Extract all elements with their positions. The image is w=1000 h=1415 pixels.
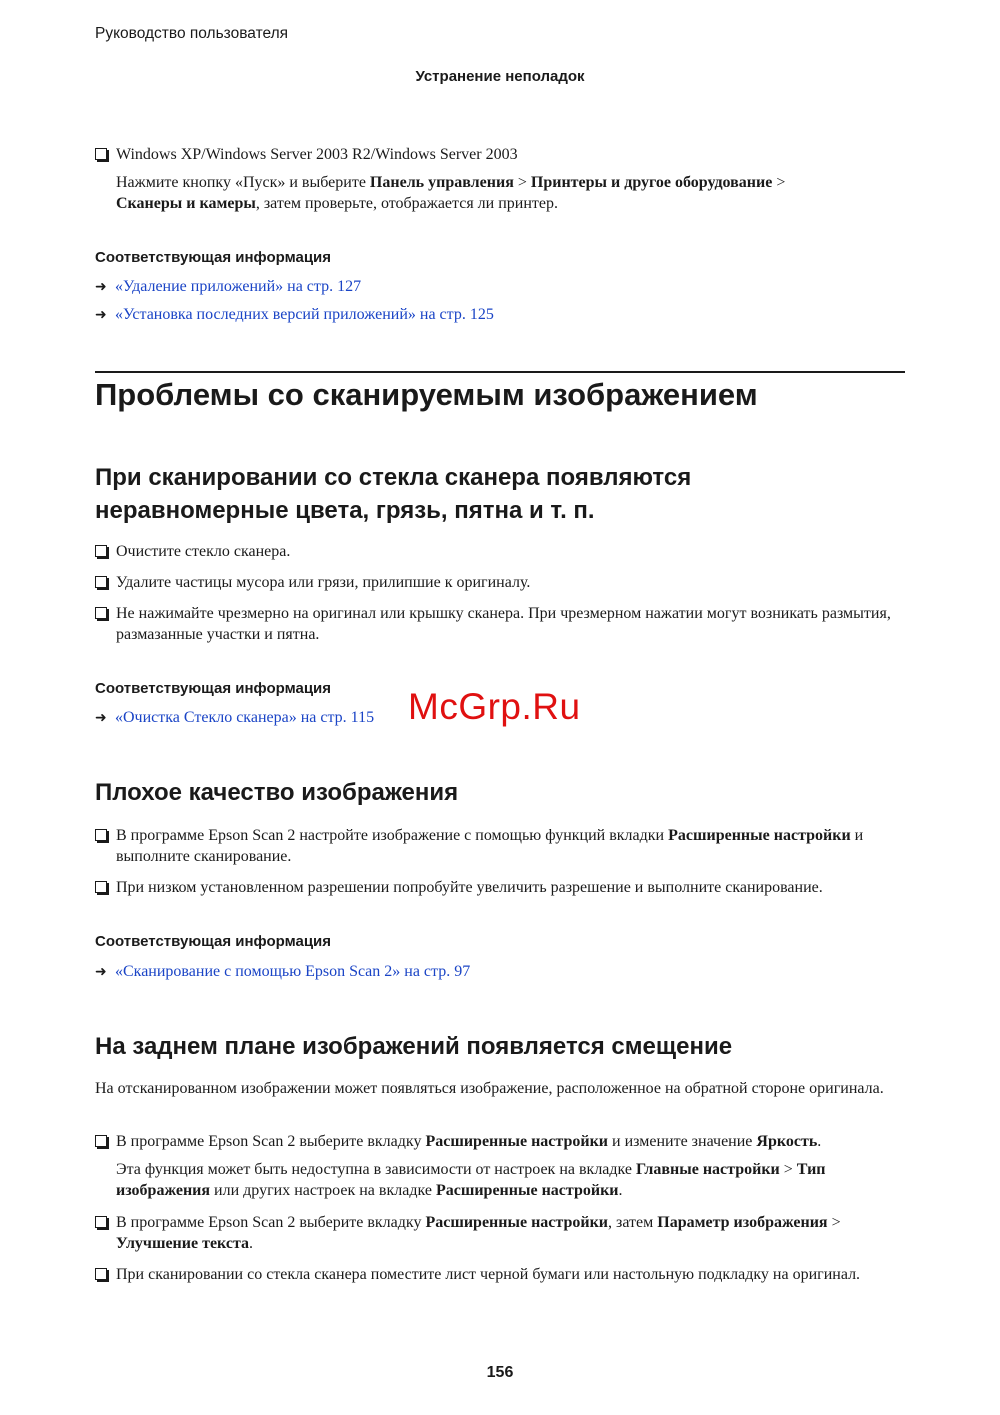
list-item [95, 1264, 905, 1285]
related-info-title: Соответствующая информация [95, 249, 332, 266]
page-title: Проблемы со сканируемым изображением [95, 377, 758, 412]
list-item [95, 603, 905, 645]
checkbox-bullet-icon [95, 829, 107, 841]
list-item [95, 877, 905, 898]
checkbox-bullet-icon [95, 576, 107, 588]
arrow-right-icon: ➜ [95, 279, 107, 295]
arrow-right-icon: ➜ [95, 307, 107, 323]
checkbox-bullet-icon [95, 607, 107, 619]
list-item-text: В программе Epson Scan 2 выберите вкладку Расширенные настройки и измените значение Яркость. [116, 1133, 822, 1150]
list-item [95, 541, 905, 562]
arrow-right-icon: ➜ [95, 710, 107, 726]
related-info-title: Соответствующая информация [95, 933, 332, 950]
list-item-text: В программе Epson Scan 2 выберите вкладку Расширенные настройки, затем Параметр изображения > Улучшение текста. [116, 1214, 841, 1252]
checkbox-bullet-icon [95, 545, 107, 557]
list-item-text: Не нажимайте чрезмерно на оригинал или крышку сканера. При чрезмерном нажатии могут возникать размытия, размазанные участки и пятна. [116, 605, 891, 643]
list-item-text: При сканировании со стекла сканера поместите лист черной бумаги или настольную подкладку на оригинал. [116, 1266, 861, 1283]
list-item-text: Windows XP/Windows Server 2003 R2/Windows Server 2003 [116, 146, 518, 163]
page-number: 156 [486, 1364, 514, 1381]
section-heading: Плохое качество изображения [95, 779, 459, 806]
section-divider [95, 371, 905, 373]
section-heading: На заднем плане изображений появляется смещение [95, 1033, 733, 1060]
note-text: Эта функция может быть недоступна в зависимости от настроек на вкладке Главные настройки > Тип изображения или других настроек на вкладке Расширенные настройки. [116, 1161, 826, 1199]
list-item [95, 144, 905, 165]
intro-paragraph: На отсканированном изображении может появляться изображение, расположенное на обратной стороне оригинала. [95, 1080, 884, 1097]
list-item-text: Очистите стекло сканера. [116, 543, 291, 560]
related-link[interactable]: ➜ «Удаление приложений» на стр. 127 [95, 278, 362, 295]
checkbox-bullet-icon [95, 1216, 107, 1228]
related-link[interactable]: ➜ «Очистка Стекло сканера» на стр. 115 [95, 709, 375, 726]
checkbox-bullet-icon [95, 881, 107, 893]
list-item [95, 825, 905, 867]
related-info-title: Соответствующая информация [95, 680, 332, 697]
instruction-text: Нажмите кнопку «Пуск» и выберите Панель управления > Принтеры и другое оборудование > Сканеры и камеры, затем проверьте, отображается ли принтер. [116, 174, 786, 212]
checkbox-bullet-icon [95, 1268, 107, 1280]
checkbox-bullet-icon [95, 1135, 107, 1147]
section-header: Устранение неполадок [415, 68, 585, 85]
arrow-right-icon: ➜ [95, 964, 107, 980]
running-header: Руководство пользователя [95, 25, 289, 42]
list-item-text: В программе Epson Scan 2 настройте изображение с помощью функций вкладки Расширенные настройки и выполните сканирование. [116, 827, 864, 865]
list-item-text: При низком установленном разрешении попробуйте увеличить разрешение и выполните сканирование. [116, 879, 823, 896]
related-link[interactable]: ➜ «Сканирование с помощью Epson Scan 2» на стр. 97 [95, 963, 471, 980]
list-item [95, 572, 905, 593]
related-link[interactable]: ➜ «Установка последних версий приложений» на стр. 125 [95, 306, 494, 323]
list-item [95, 1212, 905, 1254]
section-heading: При сканировании со стекла сканера появляются неравномерные цвета, грязь, пятна и т. п. [95, 464, 692, 524]
list-item-text: Удалите частицы мусора или грязи, прилипшие к оригиналу. [116, 574, 531, 591]
list-item [95, 1131, 905, 1152]
checkbox-bullet-icon [95, 148, 107, 160]
watermark: McGrp.Ru [408, 686, 581, 727]
